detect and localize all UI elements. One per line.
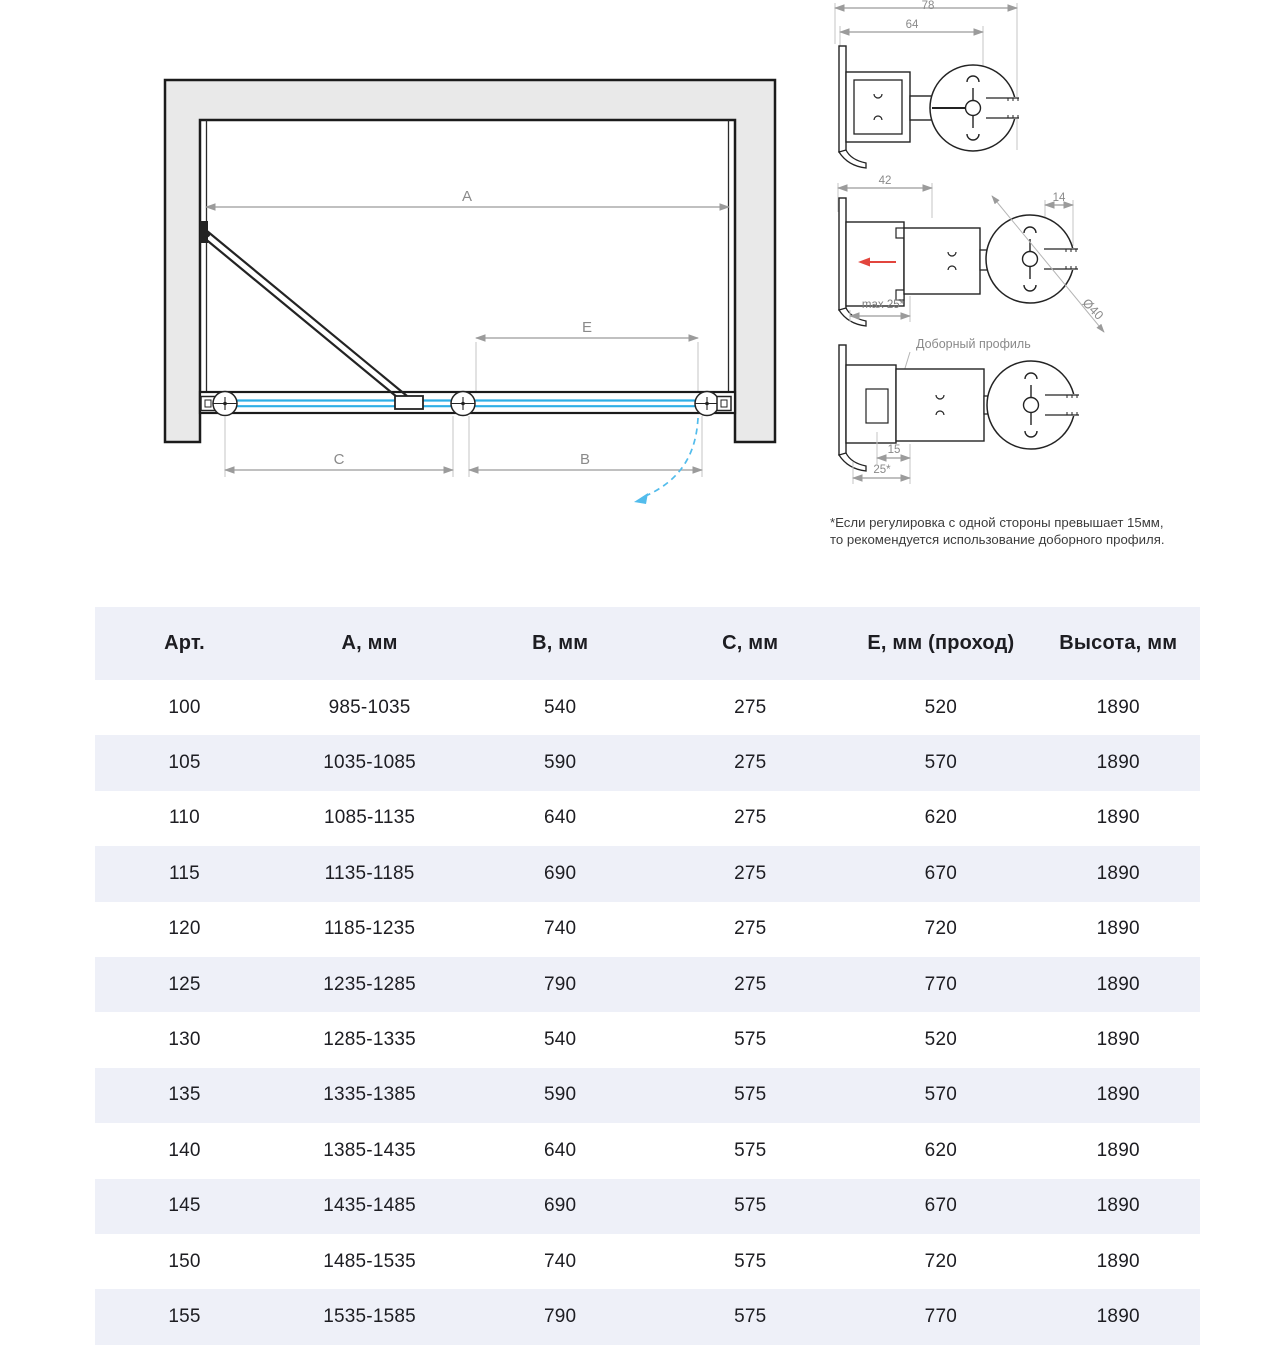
table-row [95, 1234, 1200, 1289]
table-cell: 670 [924, 862, 957, 884]
table-cell: 620 [924, 807, 957, 829]
table-cell: 1135-1185 [324, 862, 415, 884]
table-cell: 150 [168, 1250, 201, 1272]
table-cell: 100 [168, 696, 201, 718]
table-cell: 1235-1285 [323, 973, 416, 995]
table-cell: 620 [924, 1139, 957, 1161]
dimension-b [469, 416, 702, 477]
table-cell: 1890 [1096, 862, 1140, 884]
table-cell: 1435-1485 [323, 1195, 416, 1217]
p2-dim-42: 42 [878, 175, 892, 187]
table-cell: 690 [544, 1195, 577, 1217]
table-cell: 790 [544, 1305, 577, 1327]
table-cell: 1890 [1096, 1250, 1140, 1272]
table-cell: 1890 [1096, 1139, 1140, 1161]
col-art: Арт. [164, 632, 205, 654]
table-cell: 275 [734, 918, 767, 940]
table-cell: 140 [168, 1139, 201, 1161]
table-cell: 1890 [1096, 1305, 1140, 1327]
table-cell: 275 [734, 973, 767, 995]
table-cell: 145 [168, 1195, 201, 1217]
col-a: А, мм [341, 632, 398, 654]
table-cell: 1285-1335 [323, 1029, 416, 1051]
p2-diameter-label: Ø40 [1079, 295, 1107, 323]
table-cell: 1890 [1096, 807, 1140, 829]
table-row [95, 1068, 1200, 1123]
table-cell: 1485-1535 [323, 1250, 416, 1272]
table-cell: 540 [544, 696, 577, 718]
table-cell: 570 [924, 1084, 957, 1106]
table-cell: 670 [924, 1195, 957, 1217]
table-cell: 590 [544, 1084, 577, 1106]
table-cell: 1890 [1096, 752, 1140, 774]
table-cell: 640 [544, 807, 577, 829]
table-row [95, 902, 1200, 957]
footnote-line-2: то рекомендуется использование доборного профиля. [830, 532, 1165, 547]
table-row [95, 1012, 1200, 1067]
table-cell: 740 [544, 918, 577, 940]
p2-dim-14: 14 [1052, 192, 1066, 204]
table-cell: 1890 [1096, 1029, 1140, 1051]
table-row [95, 1289, 1200, 1344]
table-cell: 275 [734, 807, 767, 829]
table-cell: 720 [924, 918, 957, 940]
table-cell: 740 [544, 1250, 577, 1272]
dimension-c-label: C [333, 451, 345, 468]
table-cell: 1185-1235 [323, 918, 416, 940]
table-cell: 1890 [1096, 1195, 1140, 1217]
side-frame-profiles [207, 120, 729, 392]
table-cell: 520 [924, 696, 957, 718]
niche-top-view-drawing [155, 70, 790, 510]
table-cell: 590 [544, 752, 577, 774]
table-cell: 575 [734, 1084, 767, 1106]
p3-dim-25: 25* [873, 464, 891, 476]
table-cell: 1385-1435 [323, 1139, 416, 1161]
table-cell: 570 [924, 752, 957, 774]
dimension-a-label: A [461, 188, 473, 205]
col-height: Высота, мм [1059, 632, 1178, 654]
table-cell: 575 [734, 1139, 767, 1161]
niche-walls [165, 80, 775, 442]
table-cell: 520 [924, 1029, 957, 1051]
table-cell: 1890 [1096, 918, 1140, 940]
profile-section-3 [839, 337, 1082, 484]
door-connector-handle [395, 396, 423, 409]
p3-title: Доборный профиль [916, 337, 1031, 351]
table-cell: 1890 [1096, 973, 1140, 995]
size-table [95, 607, 1200, 1345]
footnote [830, 514, 1205, 548]
door-panel-open [200, 221, 408, 402]
table-row [95, 1179, 1200, 1234]
table-cell: 1085-1135 [323, 807, 416, 829]
table-row [95, 1123, 1200, 1178]
table-cell: 125 [168, 973, 201, 995]
table-cell: 575 [734, 1305, 767, 1327]
table-cell: 575 [734, 1195, 767, 1217]
table-cell: 575 [734, 1250, 767, 1272]
table-cell: 640 [544, 1139, 577, 1161]
table-row [95, 957, 1200, 1012]
table-cell: 770 [924, 973, 957, 995]
dimension-b-label: B [579, 451, 591, 468]
table-row [95, 680, 1200, 735]
profile-sections-drawing [820, 0, 1200, 505]
table-cell: 575 [734, 1029, 767, 1051]
col-b: В, мм [532, 632, 589, 654]
table-cell: 120 [168, 918, 201, 940]
table-cell: 275 [734, 696, 767, 718]
dimension-e-label: E [581, 319, 593, 336]
table-cell: 135 [168, 1084, 201, 1106]
table-cell: 1890 [1096, 696, 1140, 718]
p1-dim-64: 64 [905, 19, 919, 31]
table-row [95, 735, 1200, 790]
table-cell: 790 [544, 973, 577, 995]
table-cell: 1890 [1096, 1084, 1140, 1106]
table-cell: 985-1035 [328, 696, 411, 718]
table-row [95, 846, 1200, 901]
table-cell: 275 [734, 862, 767, 884]
table-cell: 130 [168, 1029, 201, 1051]
table-cell: 275 [734, 752, 767, 774]
table-cell: 110 [169, 807, 200, 829]
p1-dim-78: 78 [921, 0, 935, 12]
table-row [95, 791, 1200, 846]
table-cell: 1035-1085 [323, 752, 416, 774]
col-e: Е, мм (проход) [867, 632, 1015, 654]
table-cell: 155 [168, 1305, 201, 1327]
dimension-a [206, 188, 729, 207]
table-header-row [95, 607, 1200, 680]
table-cell: 115 [169, 862, 200, 884]
table-cell: 770 [924, 1305, 957, 1327]
table-cell: 540 [544, 1029, 577, 1051]
table-cell: 1335-1385 [323, 1084, 416, 1106]
p2-max-label: max 25* [861, 299, 905, 311]
col-c: С, мм [722, 632, 779, 654]
profile-section-2 [838, 175, 1106, 332]
door-swing-arc [634, 418, 698, 504]
table-cell: 690 [544, 862, 577, 884]
p3-dim-15: 15 [887, 444, 901, 456]
profile-section-1 [835, 0, 1023, 168]
table-cell: 1535-1585 [323, 1305, 416, 1327]
roller-middle [451, 392, 475, 416]
table-cell: 105 [168, 752, 201, 774]
table-cell: 720 [924, 1250, 957, 1272]
dimension-c [225, 416, 453, 477]
footnote-line-1: *Если регулировка с одной стороны превышает 15мм, [830, 515, 1164, 530]
